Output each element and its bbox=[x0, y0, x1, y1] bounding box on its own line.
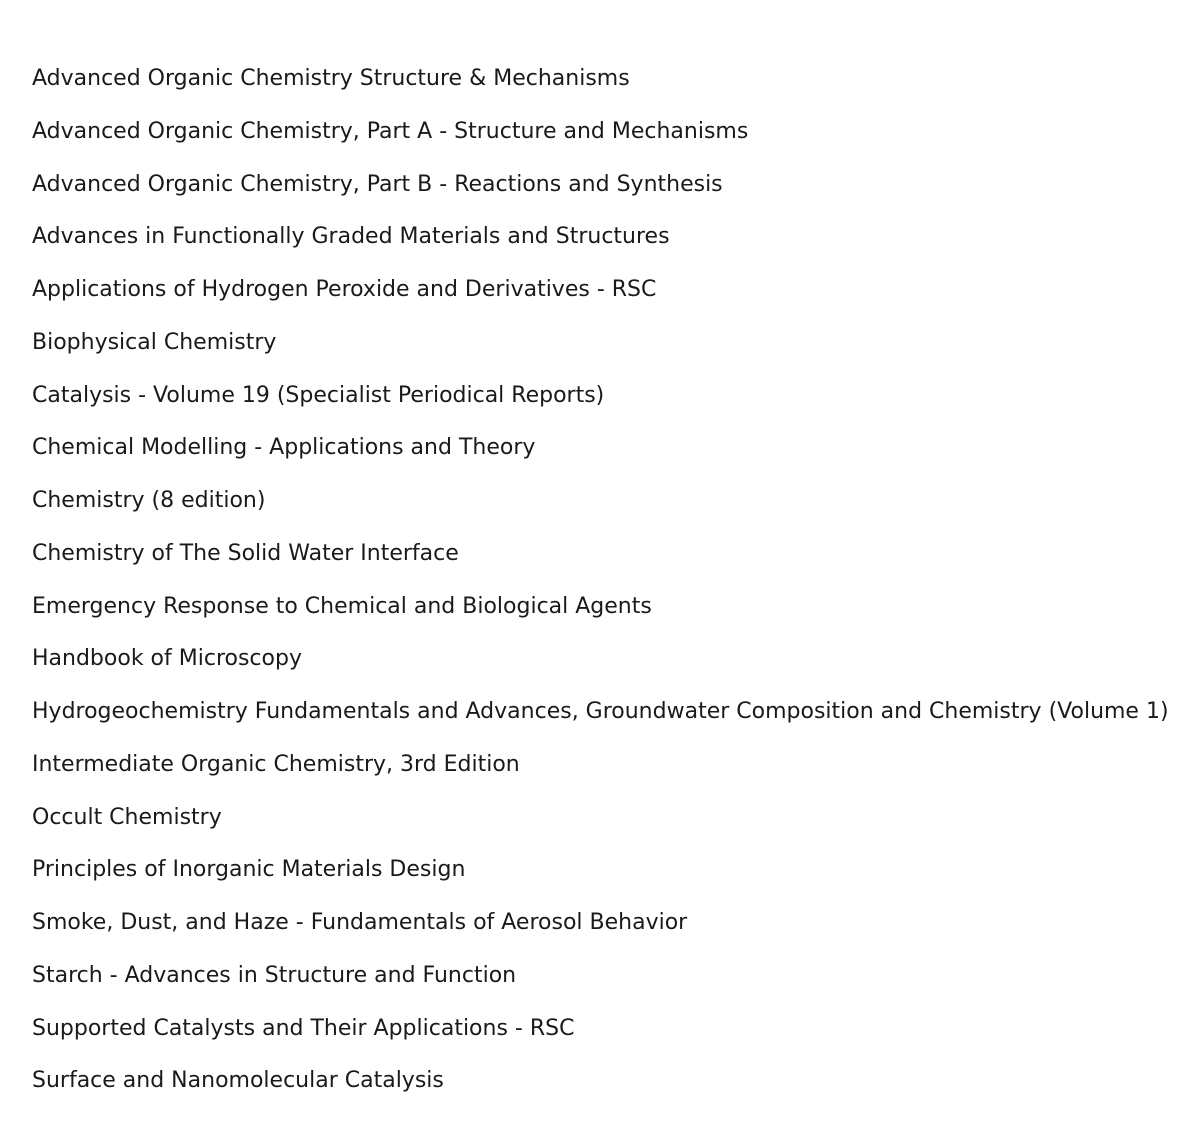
list-item: Hydrogeochemistry Fundamentals and Advances, Groundwater Composition and Chemistry (Volume 1) bbox=[32, 699, 1169, 724]
list-item: Biophysical Chemistry bbox=[32, 329, 277, 355]
list-item: Chemistry (8 edition) bbox=[32, 488, 266, 513]
list-item: Surface and Nanomolecular Catalysis bbox=[32, 1068, 444, 1094]
list-item: Starch - Advances in Structure and Function bbox=[32, 962, 517, 988]
list-item: Occult Chemistry bbox=[32, 804, 222, 830]
list-item: Advanced Organic Chemistry Structure & Mechanisms bbox=[32, 66, 630, 91]
list-item: Smoke, Dust, and Haze - Fundamentals of Aerosol Behavior bbox=[32, 910, 688, 935]
list-item: Principles of Inorganic Materials Design bbox=[32, 857, 466, 883]
list-item: Handbook of Microscopy bbox=[32, 646, 302, 672]
list-item: Emergency Response to Chemical and Biological Agents bbox=[32, 593, 652, 619]
list-item: Intermediate Organic Chemistry, 3rd Edition bbox=[32, 751, 520, 777]
list-item: Catalysis - Volume 19 (Specialist Periodical Reports) bbox=[32, 382, 605, 408]
list-item: Applications of Hydrogen Peroxide and Derivatives - RSC bbox=[32, 277, 657, 302]
list-item: Chemistry of The Solid Water Interface bbox=[32, 540, 459, 566]
list-item: Advanced Organic Chemistry, Part B - Reactions and Synthesis bbox=[32, 171, 723, 197]
book-title-list bbox=[32, 62, 1169, 1117]
list-item: Advances in Functionally Graded Materials and Structures bbox=[32, 224, 670, 250]
list-item: Chemical Modelling - Applications and Theory bbox=[32, 435, 536, 461]
list-item: Advanced Organic Chemistry, Part A - Structure and Mechanisms bbox=[32, 118, 749, 144]
list-item: Supported Catalysts and Their Applications - RSC bbox=[32, 1015, 575, 1041]
